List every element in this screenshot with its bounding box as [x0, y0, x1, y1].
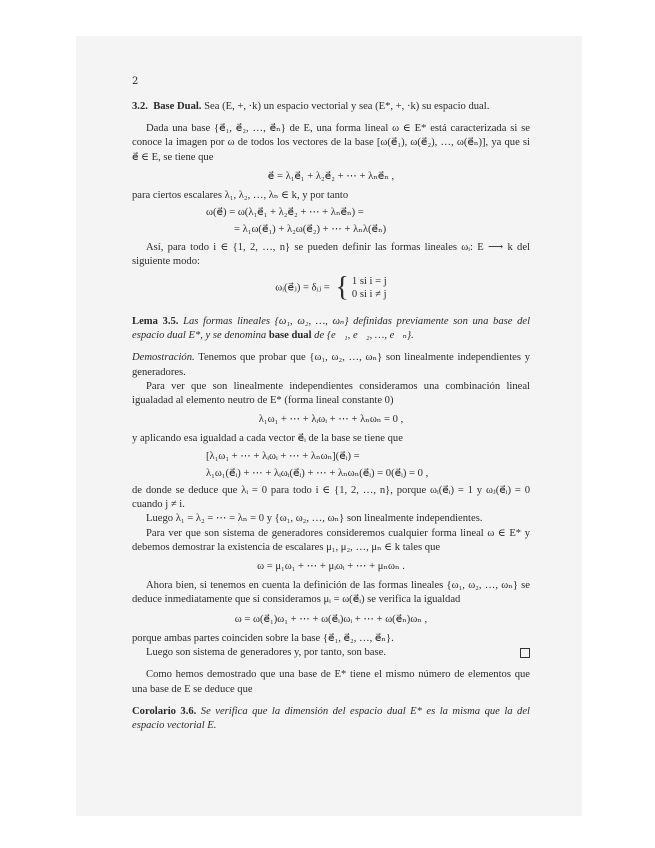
paragraph-define-forms: Así, para todo i ∈ {1, 2, …, n} se pueden definir las formas lineales ωᵢ: E ⟶ k del siguiente modo:: [132, 241, 530, 267]
equation-omega-line2: = λ₁ω(e⃗₁) + λ₂ω(e⃗₂) + ⋯ + λₙλ(e⃗ₙ): [234, 224, 387, 236]
closing-paragraph: Como hemos demostrado que una base de E* tiene el mismo número de elementos que una base de E se deduce que: [132, 669, 530, 695]
lemma: [132, 315, 530, 343]
equation-apply-line1: [λ₁ω₁ + ⋯ + λᵢωᵢ + ⋯ + λₙωₙ](e⃗ᵢ) =: [206, 450, 360, 462]
page-number: 2: [132, 76, 139, 87]
proof-generators: Para ver que son sistema de generadores consideremos cualquier forma lineal ω ∈ E* y debemos demostrar la existencia de escalares μ₁, μ₂, …, μₙ ∈ k tales que: [132, 527, 530, 553]
section-number: 3.2.: [132, 101, 148, 112]
kronecker-case-2: 0 si i ≠ j: [351, 289, 387, 301]
lemma-bold-term: base dual: [268, 330, 312, 342]
equation-vector-expansion: e⃗ = λ₁e⃗₁ + λ₂e⃗₂ + ⋯ + λₙe⃗ₙ ,: [267, 170, 395, 182]
page-body: [132, 72, 530, 733]
left-brace: {: [335, 272, 349, 304]
kronecker-case-1: 1 si i = j: [351, 276, 387, 288]
proof-label: Demostración.: [132, 352, 195, 364]
equation-apply-line2: λ₁ω₁(e⃗ᵢ) + ⋯ + λᵢωᵢ(e⃗ᵢ) + ⋯ + λₙωₙ(e⃗ᵢ) = 0(e⃗ᵢ) = 0 ,: [206, 467, 429, 479]
proof-conclusion-text: Luego son sistema de generadores y, por tanto, son base.: [146, 647, 386, 659]
proof-deduce: de donde se deduce que λᵢ = 0 para todo i ∈ {1, 2, …, n}, porque ωᵢ(e⃗ᵢ) = 1 y ωⱼ(e⃗ᵢ) = 0 cuando j ≠ i.: [132, 485, 530, 511]
kronecker-lhs: ωᵢ(e⃗ⱼ) = δᵢⱼ =: [275, 282, 330, 294]
equation-omega-expansion: ω = ω(e⃗₁)ω₁ + ⋯ + ω(e⃗ᵢ)ωᵢ + ⋯ + ω(e⃗ₙ)ωₙ ,: [234, 613, 428, 625]
section-heading: [132, 100, 530, 114]
section-intro: Sea (E, +, ·k) un espacio vectorial y sea (E*, +, ·k) su espacio dual.: [204, 101, 490, 112]
corollary: [132, 705, 530, 733]
equation-omega-line1: ω(e⃗) = ω(λ₁e⃗₁ + λ₂e⃗₂ + ⋯ + λₙe⃗ₙ) =: [206, 207, 364, 219]
paragraph-scalars: para ciertos escalares λ₁, λ₂, …, λₙ ∈ k, y por tanto: [132, 190, 349, 202]
corollary-text: Se verifica que la dimensión del espacio dual E* es la misma que la del espacio vectorial E.: [132, 705, 530, 731]
lemma-text-b: de {e⃗₁, e⃗₂, …, e⃗ₙ}.: [314, 330, 414, 342]
qed-box-icon: [520, 648, 530, 658]
proof-independence: Para ver que son linealmente independientes consideramos una combinación lineal igualadad al elemento neutro de E* (forma lineal constante 0): [132, 380, 530, 407]
paragraph-base-definition: Dada una base {e⃗₁, e⃗₂, …, e⃗ₙ} de E, una forma lineal ω ∈ E* está caracterizada si se conoce la imagen por ω de todos los vectores de la base [ω(e⃗₁), ω(e⃗₂), …, ω(e⃗ₙ)], ya que si e⃗ ∈ E, se tiene que: [132, 123, 530, 163]
equation-mu-combination: ω = μ₁ω₁ + ⋯ + μᵢωᵢ + ⋯ + μₙωₙ .: [257, 561, 405, 573]
section-title: Base Dual.: [153, 101, 202, 112]
proof-coincide: porque ambas partes coinciden sobre la base {e⃗₁, e⃗₂, …, e⃗ₙ}.: [132, 632, 394, 644]
corollary-label: Corolario 3.6.: [132, 705, 197, 717]
equation-linear-combination: λ₁ω₁ + ⋯ + λᵢωᵢ + ⋯ + λₙωₙ = 0 ,: [258, 414, 404, 426]
proof-intro: [132, 351, 530, 379]
equation-kronecker: [132, 274, 530, 302]
proof-p1: Tenemos que probar que {ω₁, ω₂, …, ωₙ} son linealmente independientes y generadores.: [132, 352, 530, 378]
lemma-label: Lema 3.5.: [132, 316, 179, 328]
lemma-text-a: Las formas lineales {ω₁, ω₂, …, ωₙ} definidas previamente son una base del espacio dual E*, y se denomina: [132, 316, 531, 342]
proof-apply: y aplicando esa igualdad a cada vector e⃗ᵢ de la base se tiene que: [132, 433, 403, 445]
proof-conclusion: [132, 646, 530, 660]
proof-independent: Luego λ₁ = λ₂ = ⋯ = λₙ = 0 y {ω₁, ω₂, …, ωₙ} son linealmente independientes.: [146, 513, 483, 525]
kronecker-cases: [332, 274, 386, 302]
proof-definition: Ahora bien, si tenemos en cuenta la definición de las formas lineales {ω₁, ω₂, …, ωₙ} se deduce inmediatamente que si consideramos μᵢ = ω(e⃗ᵢ) se verifica la igualdad: [132, 580, 530, 606]
